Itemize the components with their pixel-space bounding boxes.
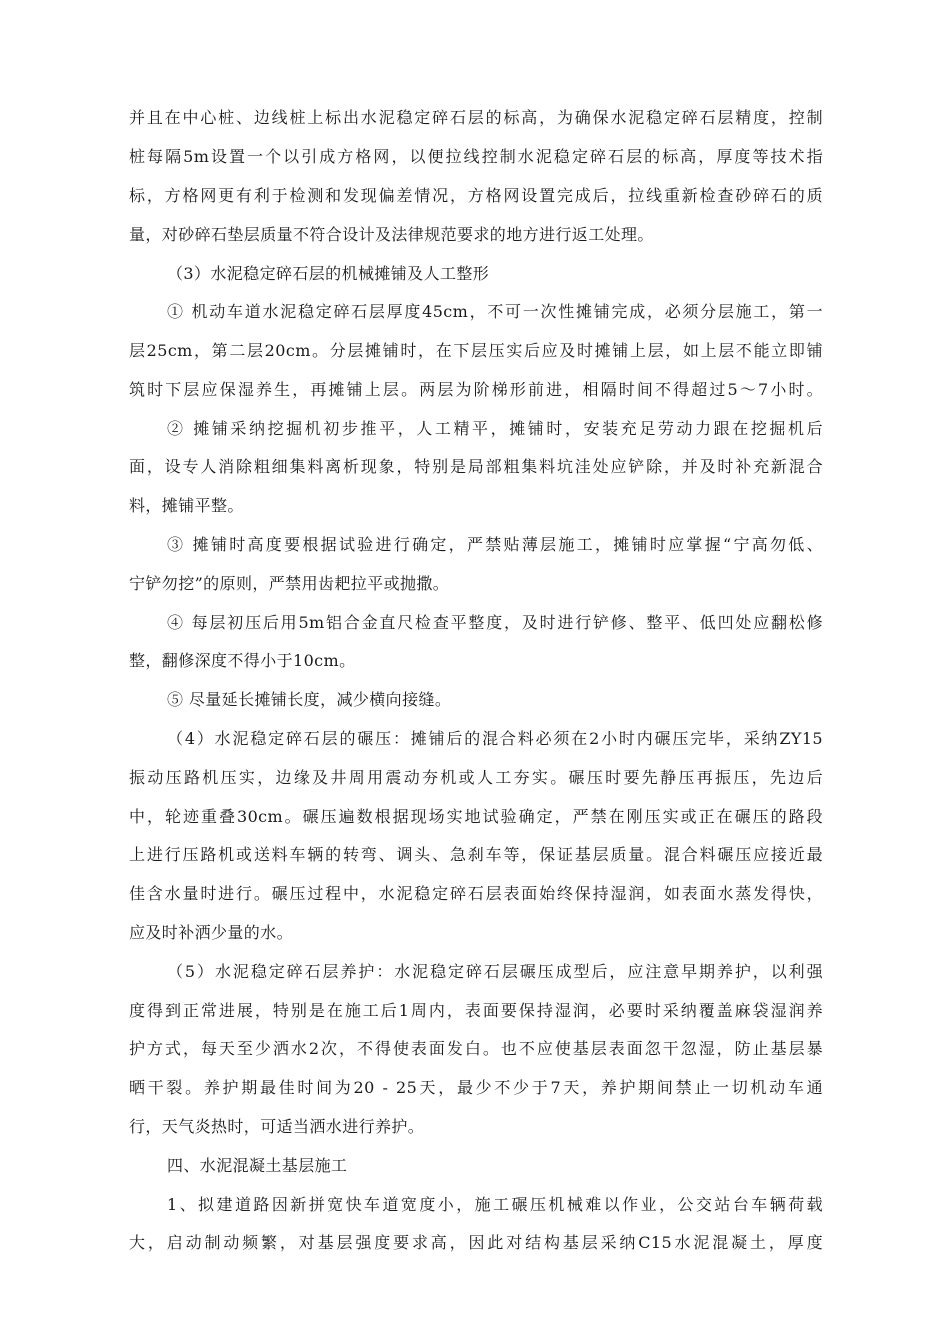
section-heading: 四、水泥混凝土基层施工 (167, 1156, 348, 1175)
text-line: ④ 每层初压后用5m铝合金直尺检查平整度，及时进行铲修、整平、低凹处应翻松修 (167, 613, 823, 632)
text-line: 振动压路机压实，边缘及井周用震动夯机或人工夯实。碾压时要先静压再振压，先边后 (129, 768, 823, 787)
text-line: 面，设专人消除粗细集料离析现象，特别是局部粗集料坑洼处应铲除，并及时补充新混合 (129, 457, 823, 476)
text-line: 大，启动制动频繁，对基层强度要求高，因此对结构基层采纳C15水泥混凝土，厚度 (129, 1233, 823, 1252)
text-line: 护方式，每天至少洒水2次，不得使表面发白。也不应使基层表面忽干忽湿，防止基层暴 (129, 1039, 823, 1058)
text-line: （5）水泥稳定碎石层养护：水泥稳定碎石层碾压成型后，应注意早期养护，以利强 (167, 962, 823, 981)
text-line: ⑤ 尽量延长摊铺长度，减少横向接缝。 (167, 690, 452, 709)
text-line: 层25cm，第二层20cm。分层摊铺时，在下层压实后应及时摊铺上层，如上层不能立即铺 (129, 341, 823, 360)
text-line: 料，摊铺平整。 (129, 496, 244, 515)
section-heading: （3）水泥稳定碎石层的机械摊铺及人工整形 (167, 264, 490, 283)
text-line: 佳含水量时进行。碾压过程中，水泥稳定碎石层表面始终保持湿润，如表面水蒸发得快， (129, 884, 823, 903)
text-line: 桩每隔5m设置一个以引成方格网，以便拉线控制水泥稳定碎石层的标高，厚度等技术指 (129, 147, 823, 166)
text-line: 整，翻修深度不得小于10cm。 (129, 651, 356, 670)
text-line: ① 机动车道水泥稳定碎石层厚度45cm，不可一次性摊铺完成，必须分层施工，第一 (167, 302, 823, 321)
text-line: 度得到正常进展，特别是在施工后1周内，表面要保持湿润，必要时采纳覆盖麻袋湿润养 (129, 1001, 823, 1020)
text-line: 宁铲勿挖”的原则，严禁用齿耙拉平或抛撒。 (129, 574, 450, 593)
text-line: 并且在中心桩、边线桩上标出水泥稳定碎石层的标高，为确保水泥稳定碎石层精度，控制 (129, 108, 823, 127)
text-line: （4）水泥稳定碎石层的碾压：摊铺后的混合料必须在2小时内碾压完毕，采纳ZY15 (167, 729, 823, 748)
text-line: 晒干裂。养护期最佳时间为20 - 25天，最少不少于7天，养护期间禁止一切机动车通 (129, 1078, 823, 1097)
text-line: 量，对砂碎石垫层质量不符合设计及法律规范要求的地方进行返工处理。 (129, 225, 654, 244)
text-line: 中，轮迹重叠30cm。碾压遍数根据现场实地试验确定，严禁在刚压实或正在碾压的路段 (129, 807, 823, 826)
text-line: ② 摊铺采纳挖掘机初步推平，人工精平，摊铺时，安装充足劳动力跟在挖掘机后 (167, 419, 823, 438)
text-line: 1、拟建道路因新拼宽快车道宽度小，施工碾压机械难以作业，公交站台车辆荷载 (167, 1195, 823, 1214)
text-line: 上进行压路机或送料车辆的转弯、调头、急刹车等，保证基层质量。混合料碾压应接近最 (129, 845, 823, 864)
text-line: 筑时下层应保湿养生，再摊铺上层。两层为阶梯形前进，相隔时间不得超过5～7小时。 (129, 380, 823, 399)
text-line: ③ 摊铺时高度要根据试验进行确定，严禁贴薄层施工，摊铺时应掌握“宁高勿低、 (167, 535, 823, 554)
text-line: 行，天气炎热时，可适当洒水进行养护。 (129, 1117, 425, 1136)
text-line: 标，方格网更有利于检测和发现偏差情况，方格网设置完成后，拉线重新检查砂碎石的质 (129, 186, 823, 205)
text-line: 应及时补洒少量的水。 (129, 923, 294, 942)
